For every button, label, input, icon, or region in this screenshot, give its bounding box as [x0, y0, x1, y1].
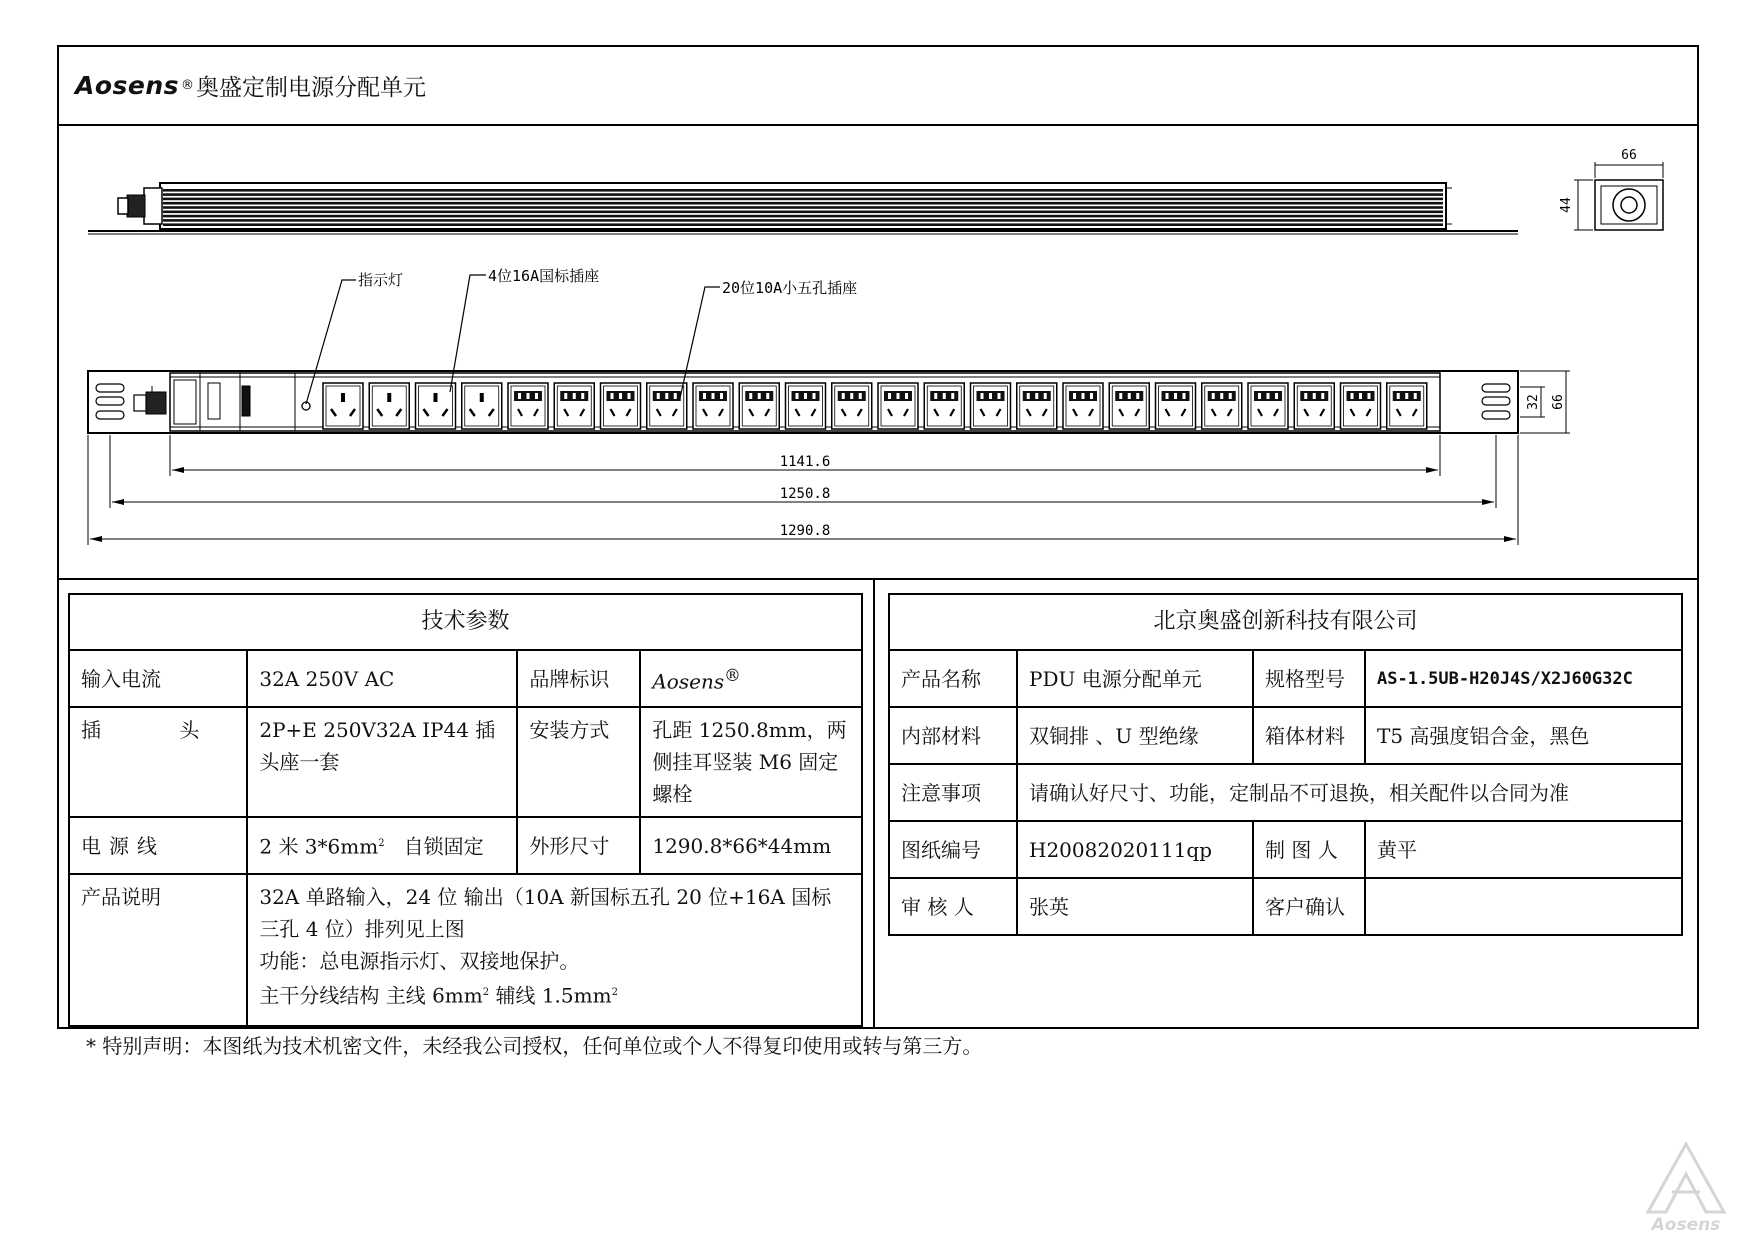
desc-line-3-b: 辅线 1.5mm	[489, 983, 612, 1008]
watermark-logo	[1636, 1140, 1736, 1235]
socket-10a-icon	[971, 383, 1011, 429]
notice-value: 请确认好尺寸、功能，定制品不可退换，相关配件以合同为准	[1017, 764, 1682, 821]
cable-value-post: 自锁固定	[403, 834, 484, 859]
dim-front-inner: 32	[1526, 394, 1541, 410]
drawing-no-label: 图纸编号	[889, 821, 1017, 878]
disclaimer: * 特别声明：本图纸为技术机密文件，未经我公司授权，任何单位或个人不得复印使用或转与第三方。	[86, 1034, 983, 1058]
spec-table-caption: 技术参数	[69, 594, 862, 650]
model-value: AS-1.5UB-H20J4S/X2J60G32C	[1365, 650, 1682, 707]
reviewer-value: 张英	[1017, 878, 1253, 935]
socket-10a-icon	[1341, 383, 1381, 429]
socket-10a-icon	[601, 383, 641, 429]
socket-10a-icon	[647, 383, 687, 429]
dim-length-mount: 1250.8	[779, 486, 831, 502]
cable-value-main: 2 米 3*6mm	[259, 834, 379, 859]
socket-10a-icon	[508, 383, 548, 429]
inner-material-label: 内部材料	[889, 707, 1017, 764]
customer-confirm-label: 客户确认	[1253, 878, 1365, 935]
socket-10a-icon	[786, 383, 826, 429]
socket-10a-icon	[1063, 383, 1103, 429]
info-table	[888, 593, 1683, 936]
socket-10a-icon	[1109, 383, 1149, 429]
plug-label: 插 头	[69, 707, 247, 817]
desc-label: 产品说明	[69, 874, 247, 1026]
brand-logo-text: Aosens	[75, 71, 180, 100]
brand-value-text: Aosens	[652, 669, 725, 694]
cable-label: 电源线	[69, 817, 247, 874]
socket-10a-icon	[1294, 383, 1334, 429]
desc-line-3-sup1: 2	[482, 987, 490, 998]
callout-16a-socket: 4位16A国标插座	[488, 267, 600, 285]
socket-10a-icon	[1387, 383, 1427, 429]
desc-line-3-sup2: 2	[611, 987, 618, 998]
registered-mark: ®	[181, 78, 195, 93]
socket-10a-icon	[1202, 383, 1242, 429]
callout-10a-socket: 20位10A小五孔插座	[722, 279, 858, 297]
desc-line-3	[259, 977, 850, 1012]
dim-length-inner: 1141.6	[779, 454, 831, 470]
customer-confirm-value	[1365, 878, 1682, 935]
model-label: 规格型号	[1253, 650, 1365, 707]
spec-table	[68, 593, 863, 1027]
input-current-label: 输入电流	[69, 650, 247, 707]
socket-10a-icon	[1156, 383, 1196, 429]
document-title: 奥盛定制电源分配单元	[196, 75, 427, 101]
box-material-value: T5 高强度铝合金，黑色	[1365, 707, 1682, 764]
desc-line-1: 32A 单路输入，24 位 输出（10A 新国标五孔 20 位+16A 国标三孔 4 位）排列见上图	[259, 885, 832, 941]
side-view	[1574, 162, 1663, 230]
socket-10a-icon	[1017, 383, 1057, 429]
socket-10a-icon	[739, 383, 779, 429]
brand-label: 品牌标识	[517, 650, 640, 707]
cable-value	[247, 817, 517, 874]
install-label: 安装方式	[517, 707, 640, 817]
company-name: 北京奥盛创新科技有限公司	[889, 594, 1682, 650]
socket-16a-icon	[323, 383, 363, 429]
dim-side-height: 44	[1559, 197, 1574, 213]
reviewer-label: 审 核 人	[889, 878, 1017, 935]
product-name-label: 产品名称	[889, 650, 1017, 707]
drafter-value: 黄平	[1365, 821, 1682, 878]
watermark-text: Aosens	[1651, 1215, 1721, 1235]
notice-label: 注意事项	[889, 764, 1017, 821]
socket-10a-icon	[693, 383, 733, 429]
cable-value-sup: 2	[378, 838, 385, 850]
socket-16a-icon	[369, 383, 409, 429]
section-divider	[57, 578, 1699, 580]
inner-material-value: 双铜排 、U 型绝缘	[1017, 707, 1253, 764]
socket-16a-icon	[416, 383, 456, 429]
dim-side-width: 66	[1621, 148, 1637, 163]
aosens-logo-icon	[1636, 1140, 1736, 1215]
install-value: 孔距 1250.8mm，两侧挂耳竖装 M6 固定螺栓	[640, 707, 862, 817]
socket-10a-icon	[924, 383, 964, 429]
desc-line-3-a: 主干分线结构 主线 6mm	[259, 983, 483, 1008]
size-label: 外形尺寸	[517, 817, 640, 874]
plug-value: 2P+E 250V32A IP44 插头座一套	[247, 707, 517, 817]
section-divider-vertical	[873, 578, 875, 1028]
brand-value-mark: ®	[724, 665, 741, 685]
size-value: 1290.8*66*44mm	[640, 817, 862, 874]
product-name-value: PDU 电源分配单元	[1017, 650, 1253, 707]
socket-10a-icon	[1248, 383, 1288, 429]
socket-10a-icon	[832, 383, 872, 429]
drawing-no-value: H20082020111qp	[1017, 821, 1253, 878]
box-material-label: 箱体材料	[1253, 707, 1365, 764]
socket-16a-icon	[462, 383, 502, 429]
brand-value	[640, 650, 862, 707]
callout-indicator: 指示灯	[358, 271, 404, 289]
top-view	[88, 183, 1518, 234]
drafter-label: 制 图 人	[1253, 821, 1365, 878]
socket-10a-icon	[878, 383, 918, 429]
input-current-value: 32A 250V AC	[247, 650, 517, 707]
socket-10a-icon	[554, 383, 594, 429]
desc-line-2: 功能：总电源指示灯、双接地保护。	[259, 949, 580, 973]
desc-value	[247, 874, 862, 1026]
dim-length-total: 1290.8	[779, 523, 831, 539]
dim-front-outer: 66	[1551, 394, 1566, 410]
